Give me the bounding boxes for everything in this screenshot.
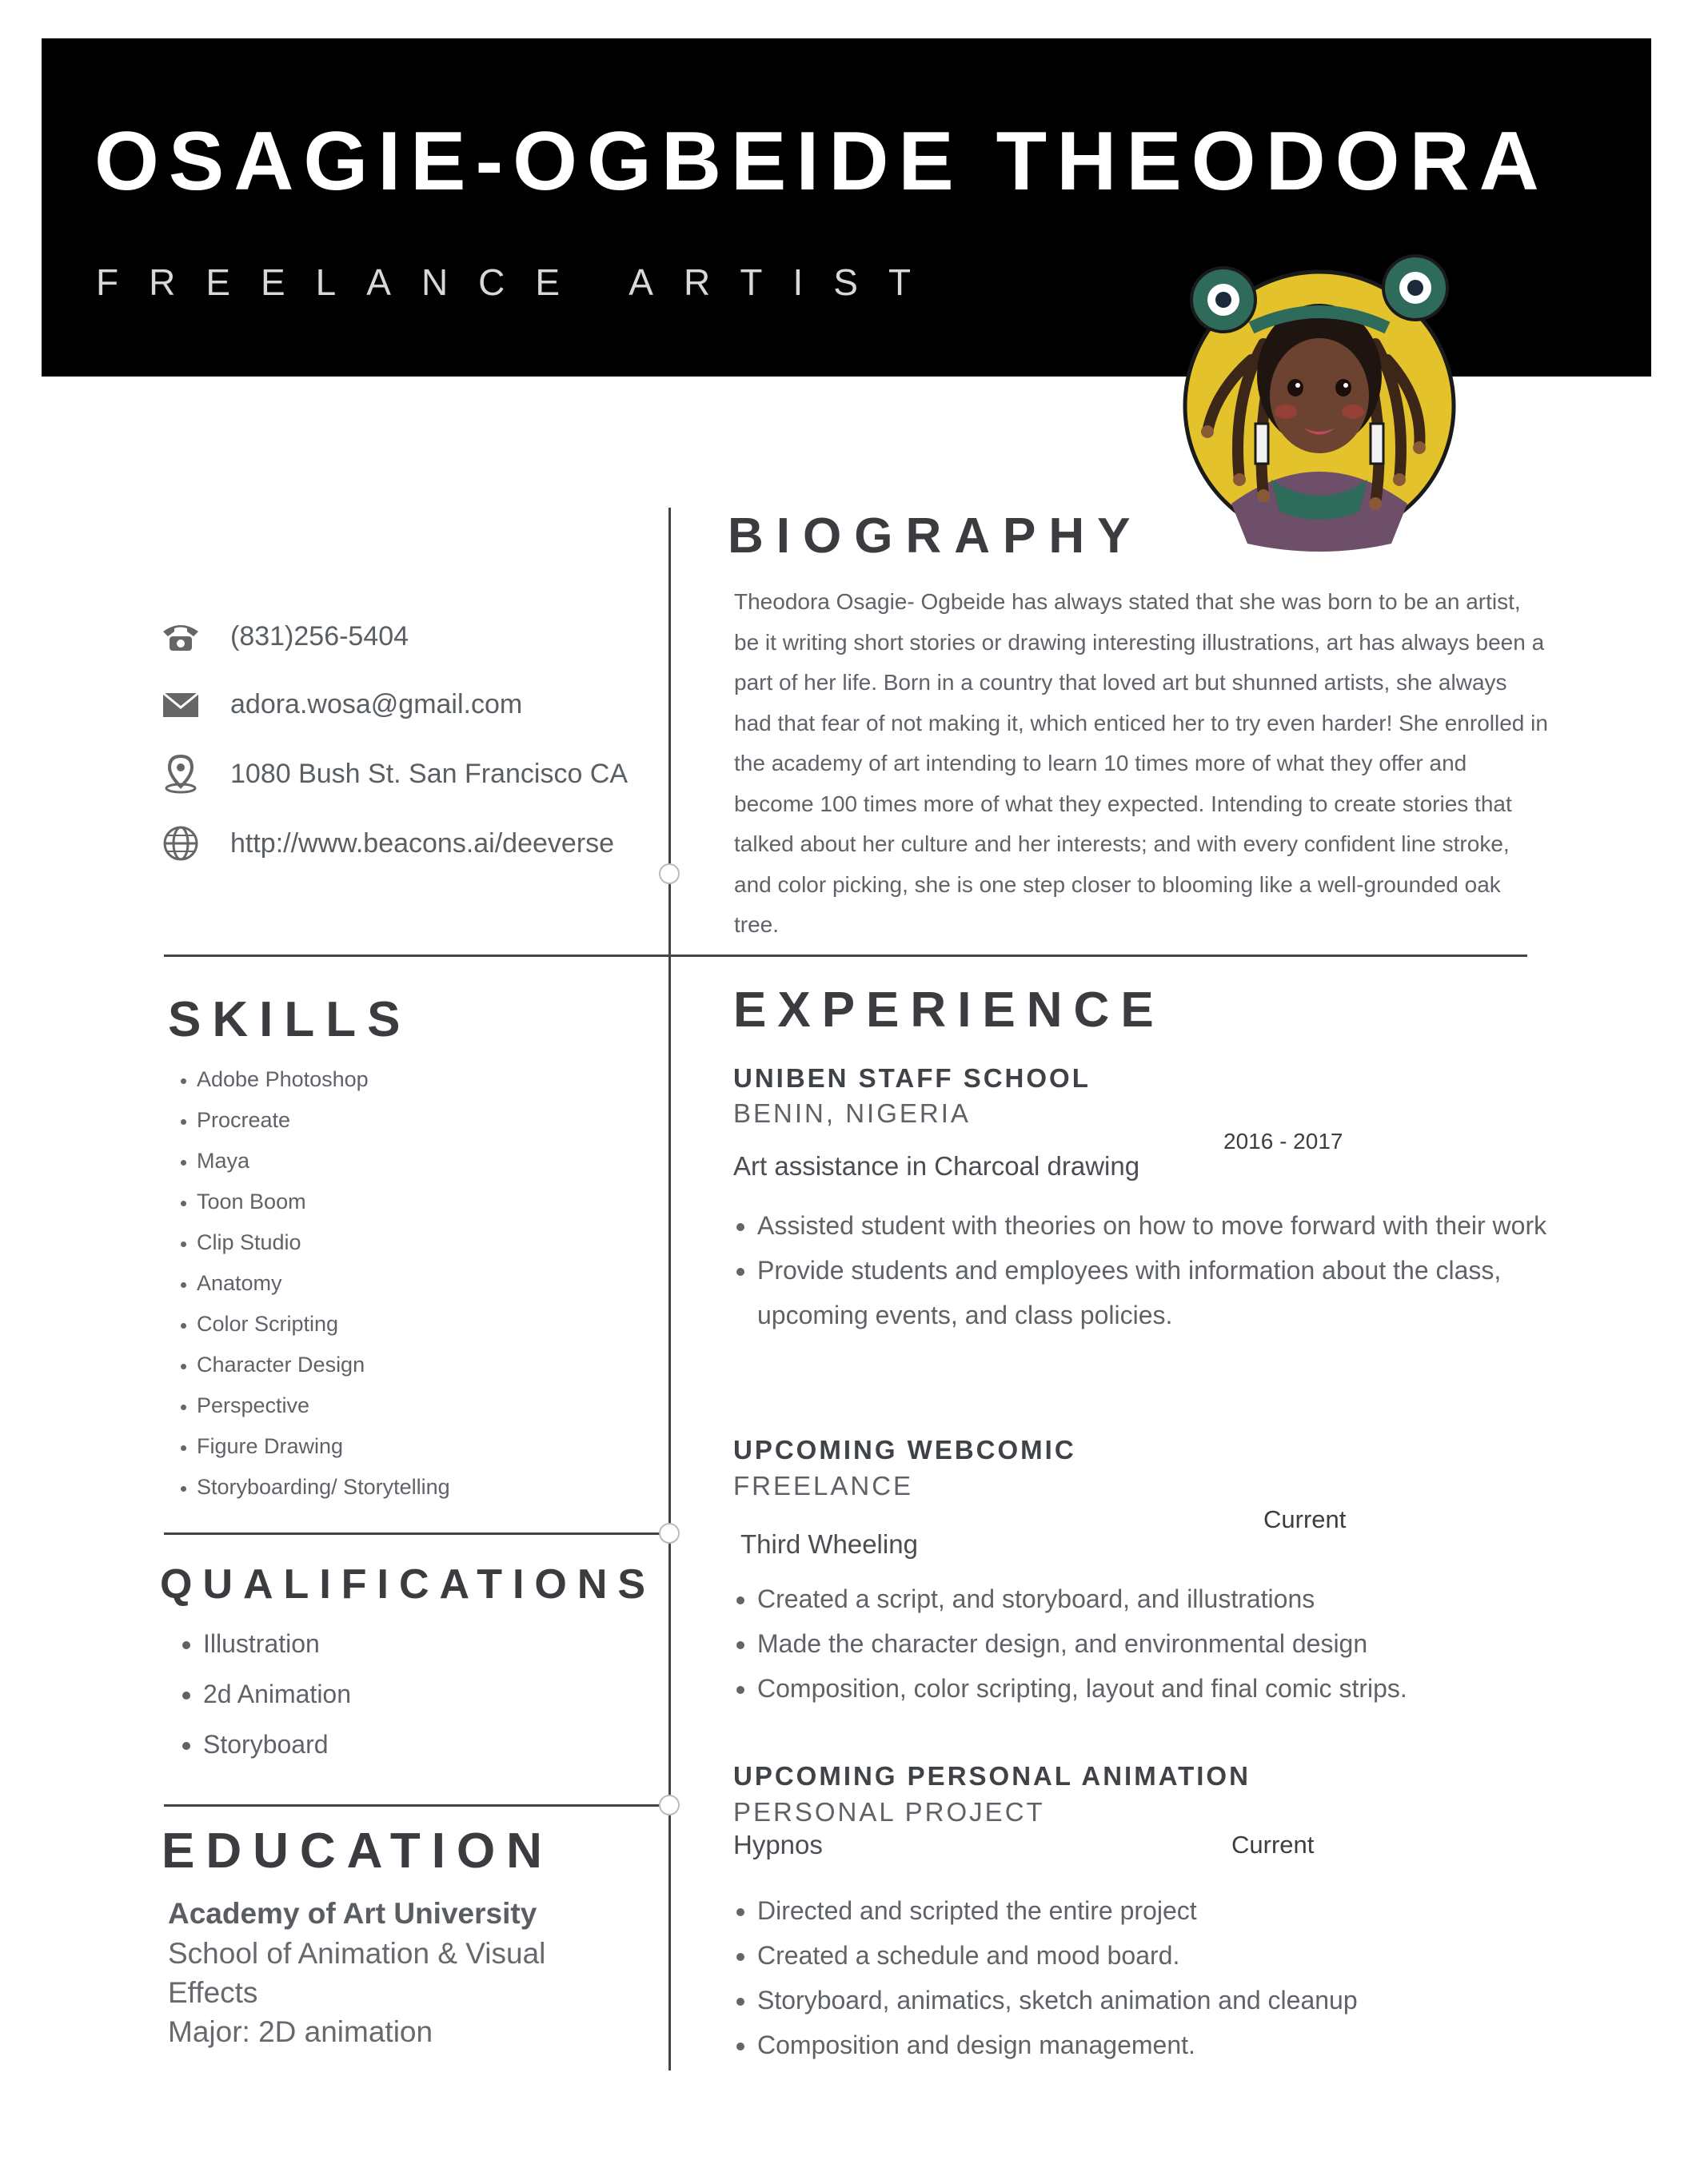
skill-item: • Perspective <box>197 1385 450 1426</box>
avatar-illustration <box>1175 240 1471 576</box>
divider-biography-skills <box>164 955 1527 957</box>
skill-item: • Procreate <box>197 1100 450 1141</box>
job-title-2: UPCOMING WEBCOMIC <box>733 1435 1076 1465</box>
contact-website <box>160 821 614 866</box>
skills-list <box>160 1059 450 1508</box>
divider-qualifications-education <box>164 1804 660 1807</box>
skill-item: • Character Design <box>197 1345 450 1385</box>
skills-heading: SKILLS <box>168 992 412 1047</box>
job-bullet: • Made the character design, and environmental design <box>757 1621 1557 1666</box>
job-bullets-1 <box>733 1203 1557 1337</box>
qualifications-heading: QUALIFICATIONS <box>160 1561 656 1608</box>
job-org-3: PERSONAL PROJECT <box>733 1797 1045 1827</box>
timeline-node <box>659 863 680 884</box>
job-date-1: 2016 - 2017 <box>1223 1129 1343 1154</box>
qualification-item: • Illustration <box>203 1619 351 1669</box>
job-bullet: • Composition, color scripting, layout and final comic strips. <box>757 1666 1557 1711</box>
job-org-2: FREELANCE <box>733 1471 914 1501</box>
job-bullet: • Storyboard, animatics, sketch animation and cleanup <box>757 1978 1557 2023</box>
job-title: FREELANCE ARTIST <box>96 261 942 303</box>
skill-item: • Clip Studio <box>197 1222 450 1263</box>
skill-item: • Adobe Photoshop <box>197 1059 450 1100</box>
skill-item: • Maya <box>197 1141 450 1182</box>
job-date-3: Current <box>1231 1831 1315 1859</box>
job-bullet: • Created a schedule and mood board. <box>757 1933 1557 1978</box>
job-bullets-3 <box>733 1888 1557 2067</box>
job-bullet: • Assisted student with theories on how to move forward with their work <box>757 1203 1557 1248</box>
experience-heading: EXPERIENCE <box>733 982 1165 1038</box>
job-bullet: • Provide students and employees with information about the class, upcoming events, and class policies. <box>757 1248 1557 1337</box>
globe-icon <box>160 823 202 864</box>
contact-address <box>160 751 628 796</box>
job-org-1: BENIN, NIGERIA <box>733 1098 971 1128</box>
contact-phone <box>160 614 409 659</box>
timeline-node <box>659 1795 680 1815</box>
job-role-3: Hypnos <box>733 1830 823 1859</box>
skill-item: • Toon Boom <box>197 1182 450 1222</box>
biography-text: Theodora Osagie- Ogbeide has always stated that she was born to be an artist, be it writing short stories or drawing interesting illustrations, art has always been a part of her life. Born in a country that loved art but shunned artists, she always had that fear of not making it, which enticed her to try even harder! She enrolled in the academy of art intending to learn 10 times more of what they offer and become 100 times more of what they expected. Intending to create stories that talked about her culture and her interests; and with every confident line stroke, and color picking, she is one step closer to blooming like a well-grounded oak tree. <box>734 589 1548 937</box>
biography-heading: BIOGRAPHY <box>728 508 1143 564</box>
education-major: Major: 2D animation <box>168 2015 433 2048</box>
job-bullets-2 <box>733 1576 1557 1711</box>
job-bullet: • Composition and design management. <box>757 2023 1557 2067</box>
qualifications-list <box>168 1619 351 1770</box>
location-pin-icon <box>160 753 202 795</box>
education-school: School of Animation & Visual <box>168 1937 546 1970</box>
job-title-1: UNIBEN STAFF SCHOOL <box>733 1063 1091 1093</box>
skill-item: • Anatomy <box>197 1263 450 1304</box>
education-heading: EDUCATION <box>162 1823 553 1879</box>
envelope-icon <box>160 683 202 725</box>
street-address: 1080 Bush St. San Francisco CA <box>230 758 629 789</box>
skill-item: • Figure Drawing <box>197 1426 450 1467</box>
education-institution: Academy of Art University <box>168 1897 537 1930</box>
phone-number: (831)256-5404 <box>230 620 409 652</box>
skill-item: • Color Scripting <box>197 1304 450 1345</box>
job-bullet: • Directed and scripted the entire project <box>757 1888 1557 1933</box>
phone-icon <box>160 616 202 657</box>
full-name: OSAGIE-OGBEIDE THEODORA <box>94 115 1549 208</box>
email-address: adora.wosa@gmail.com <box>230 688 523 719</box>
job-title-3: UPCOMING PERSONAL ANIMATION <box>733 1761 1251 1791</box>
education-school-cont: Effects <box>168 1976 258 2009</box>
job-date-2: Current <box>1263 1505 1347 1533</box>
job-role-1: Art assistance in Charcoal drawing <box>733 1151 1140 1181</box>
timeline-node <box>659 1523 680 1544</box>
job-bullet: • Created a script, and storyboard, and illustrations <box>757 1576 1557 1621</box>
skill-item: • Storyboarding/ Storytelling <box>197 1467 450 1508</box>
contact-email <box>160 682 522 727</box>
qualification-item: • Storyboard <box>203 1720 351 1770</box>
qualification-item: • 2d Animation <box>203 1669 351 1720</box>
divider-skills-qualifications <box>164 1532 660 1535</box>
website-url[interactable]: http://www.beacons.ai/deeverse <box>230 827 615 859</box>
vertical-divider <box>668 508 671 2070</box>
job-role-2: Third Wheeling <box>740 1529 918 1559</box>
